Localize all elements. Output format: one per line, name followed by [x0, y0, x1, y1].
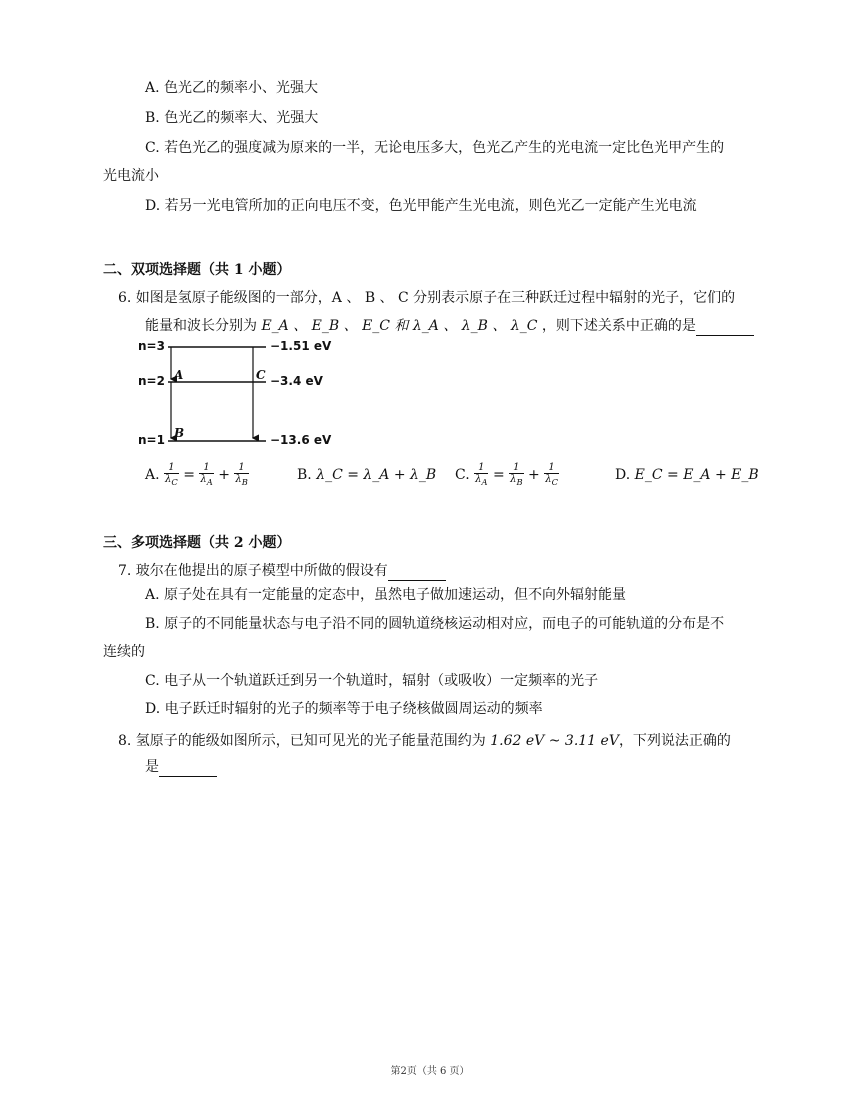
- q6-option-b-expr: λ_C = λ_A + λ_B: [316, 467, 437, 483]
- q6-option-c-frac-1: $\frac{1}{\lambda_B}$: [510, 462, 523, 487]
- q5-option-a: A. 色光乙的频率小、光强大: [145, 80, 319, 96]
- q6-option-d-prefix: D.: [615, 467, 631, 483]
- q6-option-c-frac-lhs: $\frac{1}{\lambda_A}$: [475, 462, 488, 487]
- q7-option-a: A. 原子处在具有一定能量的定态中，虽然电子做加速运动，但不向外辐射能量: [145, 587, 627, 603]
- q6-option-a-frac-2: $\frac{1}{\lambda_B}$: [235, 462, 248, 487]
- q6-stem-line2: [145, 316, 754, 336]
- q7-option-b-line1: B. 原子的不同能量状态与电子沿不同的圆轨道绕核运动相对应，而电子的可能轨道的分布是不: [145, 616, 725, 632]
- level-n2-energy: −3.4 eV: [270, 374, 323, 388]
- energy-level-diagram: [130, 336, 370, 454]
- q8-stem-line2-text: 是: [145, 759, 159, 775]
- q6-answer-blank: [696, 321, 754, 336]
- q8-stem-line1-a: 8. 氢原子的能级如图所示，已知可见光的光子能量范围约为: [118, 733, 491, 749]
- q6-option-a: A. $\frac{1}{\lambda_C}$ = $\frac{1}{\lambda_A}$ + $\frac{1}{\lambda_B}$: [145, 462, 248, 487]
- q6-option-a-prefix: A.: [145, 467, 160, 483]
- q5-option-d: D. 若另一光电管所加的正向电压不变，色光甲能产生光电流，则色光乙一定能产生光电流: [145, 198, 697, 214]
- q8-stem-line1: [118, 731, 731, 751]
- level-n1-label: n=1: [138, 433, 165, 447]
- section-3-title: 三、多项选择题（共 2 小题）: [103, 535, 291, 551]
- q6-symbols: E_A 、 E_B 、 E_C 和 λ_A 、 λ_B 、 λ_C: [261, 318, 538, 334]
- q6-option-c-prefix: C.: [455, 467, 470, 483]
- q8-stem-line2: [145, 757, 217, 777]
- q6-option-d-expr: E_C = E_A + E_B: [634, 467, 759, 483]
- page-footer: 第2页（共 6 页）: [390, 1066, 470, 1077]
- q6-option-a-frac-1: $\frac{1}{\lambda_A}$: [200, 462, 213, 487]
- q7-option-b-line2: 连续的: [103, 644, 145, 660]
- q8-answer-blank: [159, 762, 217, 777]
- q6-stem-line1: 6. 如图是氢原子能级图的一部分，A 、 B 、 C 分别表示原子在三种跃迁过程中辐射的光子，它们的: [118, 290, 736, 306]
- q7-stem: [118, 561, 446, 581]
- q6-option-b: [297, 465, 436, 485]
- q8-stem-line1-b: ，下列说法正确的: [618, 733, 731, 749]
- energy-level-lines: [130, 336, 370, 454]
- level-n1-energy: −13.6 eV: [270, 433, 332, 447]
- level-n2-label: n=2: [138, 374, 165, 388]
- section-2-title: 二、双项选择题（共 1 小题）: [103, 262, 291, 278]
- transition-b-label: B: [174, 426, 185, 440]
- q6-stem-line2-a: 能量和波长分别为: [145, 318, 262, 334]
- q5-option-c-line2: 光电流小: [103, 168, 159, 184]
- level-n3-label: n=3: [138, 339, 165, 353]
- q6-option-d: [615, 465, 759, 485]
- q6-option-c: C. $\frac{1}{\lambda_A}$ = $\frac{1}{\lambda_B}$ + $\frac{1}{\lambda_C}$: [455, 462, 558, 487]
- q7-option-c: C. 电子从一个轨道跃迁到另一个轨道时，辐射（或吸收）一定频率的光子: [145, 673, 599, 689]
- transition-c-label: C: [256, 368, 266, 382]
- q6-option-c-frac-2: $\frac{1}{\lambda_C}$: [545, 462, 558, 487]
- q5-option-b: B. 色光乙的频率大、光强大: [145, 110, 319, 126]
- transition-a-label: A: [174, 368, 184, 382]
- q6-stem-line2-b: ，则下述关系中正确的是: [537, 318, 696, 334]
- q7-stem-text: 7. 玻尔在他提出的原子模型中所做的假设有: [118, 563, 388, 579]
- q6-option-a-frac-lhs: $\frac{1}{\lambda_C}$: [165, 462, 178, 487]
- q6-option-b-prefix: B.: [297, 467, 312, 483]
- q5-option-c-line1: C. 若色光乙的强度减为原来的一半，无论电压多大，色光乙产生的光电流一定比色光甲产生的: [145, 140, 725, 156]
- q7-answer-blank: [388, 566, 446, 581]
- q7-option-d: D. 电子跃迁时辐射的光子的频率等于电子绕核做圆周运动的频率: [145, 701, 543, 717]
- q8-energy-range: 1.62 eV ~ 3.11 eV: [490, 733, 619, 749]
- level-n3-energy: −1.51 eV: [270, 339, 332, 353]
